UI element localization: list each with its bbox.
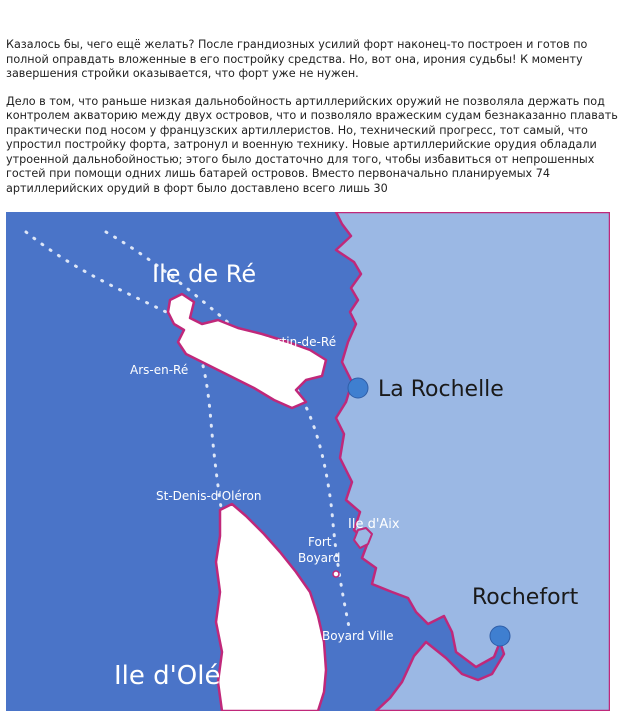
label-ars-en-re: Ars-en-Ré <box>130 363 189 377</box>
label-la-rochelle: La Rochelle <box>378 377 504 402</box>
label-st-denis: St-Denis-d'Oléron <box>156 489 262 503</box>
label-rochefort: Rochefort <box>472 585 579 610</box>
label-boyard-ville: Boyard Ville <box>322 629 394 643</box>
label-boyard: Boyard <box>298 551 341 565</box>
label-fort: Fort <box>308 535 332 549</box>
paragraph-history: Дело в том, что раньше низкая дальнобойность артиллерийских оружий не позволяла держать под контролем акваторию между двух островов, что и позволяло вражеским судам безнаказанно плавать практически под носом у французских артиллеристов. Но, технический прогресс, тот самый, что упростил постройку форта, затронул и военную технику. Новые артиллерийские орудия обладали утроенной дальнобойностью; этого было достаточно для того, чтобы избавиться от непрошенных гостей при помощи одних лишь батарей островов. Вместо первоначально планируемых 74 артиллерийских орудий в форт было доставлено всего лишь 30 <box>6 94 618 195</box>
la-rochelle-marker[interactable] <box>348 378 368 398</box>
fort-boyard-marker <box>333 571 339 577</box>
label-saint-martin: Saint-Martin-de-Ré <box>224 335 337 349</box>
label-ile-de-re: Ile de Ré <box>152 260 257 288</box>
label-ile-daix: Ile d'Aix <box>348 517 400 532</box>
article-text <box>6 38 624 209</box>
rochefort-marker[interactable] <box>490 626 510 646</box>
label-ile-doleron: Ile d'Oléron <box>114 661 263 691</box>
map-illustration <box>6 212 610 711</box>
paragraph-intro: Казалось бы, чего ещё желать? После грандиозных усилий форт наконец-то построен и готов по полной оправдать вложенные в его постройку средства. Но, вот она, ирония судьбы! К моменту завершения стройки оказывается, что форт уже не нужен. <box>6 38 588 80</box>
